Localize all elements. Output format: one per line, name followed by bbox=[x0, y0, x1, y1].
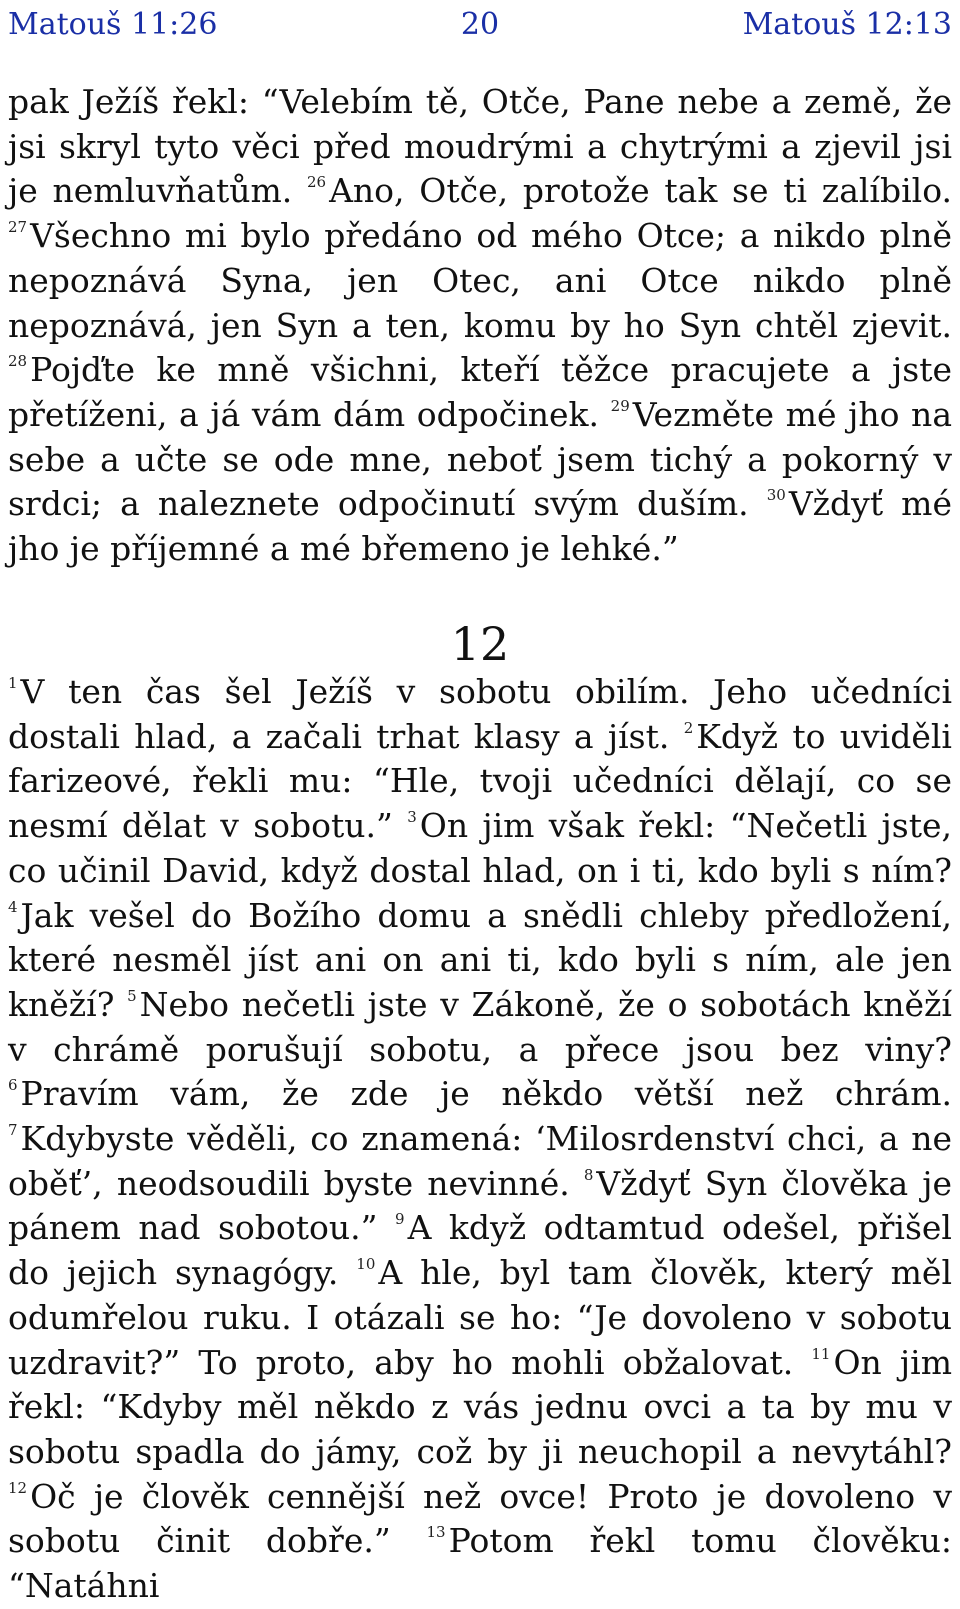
verse-text: Kdybyste věděli, co znamená: ‘Milosrdenství chci, a ne oběť’, neodsoudili byste nevinné. bbox=[8, 1119, 952, 1203]
verse-text: A když odtamtud odešel, přišel do jejich synagógy. bbox=[8, 1208, 952, 1293]
verse-text: pak Ježíš řekl: “Velebím tě, Otče, Pane nebe a země, že jsi skryl tyto věci před moudrými a chytrými a zjevil jsi je nemluvňatům. bbox=[8, 82, 952, 211]
verse-text: On jim řekl: “Kdyby měl někdo z vás jednu ovci a ta by mu v sobotu spadla do jámy, což by ji neuchopil a nevytáhl? bbox=[8, 1342, 952, 1471]
verse-text: Potom řekl tomu člověku: “Natáhni bbox=[8, 1521, 952, 1606]
verse-number: 27 bbox=[8, 218, 28, 237]
verse-number: 1 bbox=[8, 674, 18, 692]
verse-text: A hle, byl tam člověk, který měl odumřelou ruku. I otázali se ho: “Je dovoleno v sobotu uzdravit?” To proto, aby ho mohli obžalovat. bbox=[8, 1253, 952, 1382]
verse-number: 29 bbox=[610, 396, 630, 415]
verse-number: 6 bbox=[8, 1076, 18, 1095]
verse-text: Oč je člověk cennější než ovce! Proto je dovoleno v sobotu činit dobře.” bbox=[8, 1476, 952, 1561]
verse-text: Když to uviděli farizeové, řekli mu: “Hle, tvoji učedníci dělají, co se nesmí dělat v sobotu.” bbox=[8, 716, 952, 846]
page-number: 20 bbox=[460, 6, 500, 42]
verse-text: Vezměte mé jho na sebe a učte se ode mne, neboť jsem tichý a pokorný v srdci; a naleznete odpočinutí svým duším. bbox=[8, 394, 952, 524]
verse-number: 12 bbox=[8, 1478, 28, 1497]
verse-number: 28 bbox=[8, 352, 28, 371]
verse-number: 10 bbox=[356, 1255, 376, 1274]
verse-number: 3 bbox=[407, 808, 417, 827]
verse-text: Všechno mi bylo předáno od mého Otce; a nikdo plně nepoznává Syna, jen Otec, ani Otce nikdo plně nepoznává, jen Syn a ten, komu by ho Syn chtěl zjevit. bbox=[8, 216, 952, 345]
chapter-11-text bbox=[8, 80, 952, 572]
verse-text: Pojďte ke mně všichni, kteří těžce pracujete a jste přetíženi, a já vám dám odpočinek. bbox=[8, 350, 952, 434]
right-reference-link[interactable]: Matouš 12:13 bbox=[742, 6, 952, 42]
verse-number: 4 bbox=[8, 897, 18, 916]
verse-text: Jak vešel do Božího domu a snědli chleby předložení, které nesměl jíst ani on ani ti, kdo byli s ním, ale jen kněží? bbox=[8, 895, 952, 1024]
verse-number: 11 bbox=[811, 1344, 831, 1363]
verse-text: Pravím vám, že zde je někdo větší než chrám. bbox=[20, 1074, 952, 1114]
verse-number: 13 bbox=[426, 1523, 446, 1542]
verse-number: 26 bbox=[307, 173, 327, 192]
verse-number: 8 bbox=[583, 1165, 594, 1184]
verse-number: 5 bbox=[127, 986, 137, 1005]
verse-number: 30 bbox=[766, 486, 786, 505]
verse-number: 7 bbox=[8, 1121, 18, 1140]
verse-text: Vždyť Syn člověka je pánem nad sobotou.” bbox=[8, 1163, 952, 1248]
verse-text: Vždyť mé jho je příjemné a mé břemeno je lehké.” bbox=[8, 484, 952, 569]
verse-number: 2 bbox=[683, 718, 694, 737]
left-reference-link[interactable]: Matouš 11:26 bbox=[8, 6, 218, 42]
verse-text: On jim však řekl: “Nečetli jste, co učinil David, když dostal hlad, on i ti, kdo byli s ním? bbox=[8, 806, 952, 890]
verse-text: V ten čas šel Ježíš v sobotu obilím. Jeho učedníci dostali hlad, a začali trhat klasy a jíst. bbox=[8, 672, 952, 756]
verse-text: Nebo nečetli jste v Zákoně, že o sobotách kněží v chrámě porušují sobotu, a přece jsou bez viny? bbox=[8, 984, 952, 1069]
verse-text: Ano, Otče, protože tak se ti zalíbilo. bbox=[329, 171, 952, 211]
page-header bbox=[8, 2, 952, 46]
chapter-number: 12 bbox=[450, 617, 510, 671]
verse-number: 9 bbox=[395, 1210, 405, 1229]
chapter-12-text bbox=[8, 670, 952, 1609]
